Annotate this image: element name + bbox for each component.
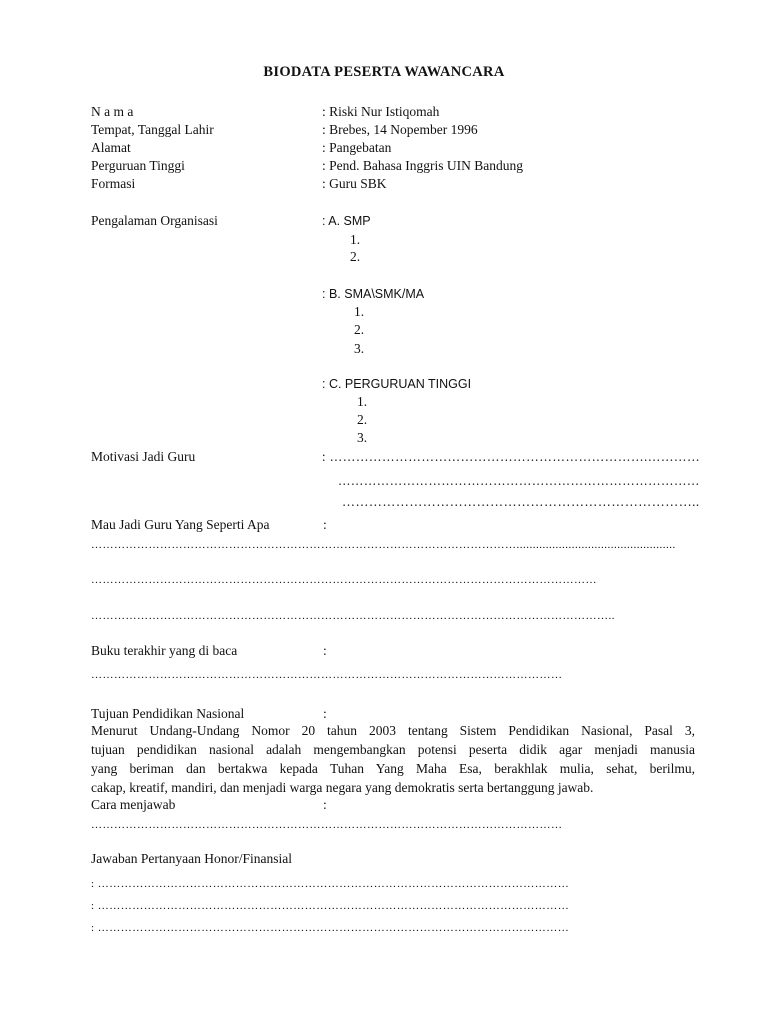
honor-answer-line: : …………………………………………………………………………………………………………… — [91, 900, 570, 912]
organisasi-label: Pengalaman Organisasi — [91, 213, 218, 228]
field-value-perguruan: : Pend. Bahasa Inggris UIN Bandung — [322, 158, 523, 173]
field-label-alamat: Alamat — [91, 140, 131, 155]
motivasi-label: Motivasi Jadi Guru — [91, 449, 196, 464]
list-item: 3. — [357, 430, 368, 445]
mau-jadi-label: Mau Jadi Guru Yang Seperti Apa — [91, 517, 270, 532]
list-item: 1. — [350, 232, 361, 247]
honor-answer-line: : …………………………………………………………………………………………………………… — [91, 922, 570, 934]
field-value-ttl: : Brebes, 14 Nopember 1996 — [322, 122, 478, 137]
organisasi-sma-heading: : B. SMA\SMK/MA — [322, 287, 425, 301]
motivasi-answer-line: ………………………………………………………………………… — [338, 473, 700, 488]
field-value-nama: : Riski Nur Istiqomah — [322, 104, 440, 119]
paragraph-line: yang beriman dan bertakwa kepada Tuhan Yang Maha Esa, berakhlak mulia, sehat, berilmu, — [91, 761, 695, 776]
honor-answer-line: : …………………………………………………………………………………………………………… — [91, 878, 570, 890]
paragraph-line: tujuan pendidikan nasional adalah mengembangkan potensi peserta didik agar menjadi manusia — [91, 742, 695, 757]
paragraph-line: cakap, kreatif, mandiri, dan menjadi warga negara yang demokratis serta bertanggung jawab. — [91, 780, 594, 795]
cara-menjawab-colon: : — [323, 797, 327, 812]
mau-jadi-colon: : — [323, 517, 327, 532]
list-item: 3. — [354, 341, 365, 356]
field-value-formasi: : Guru SBK — [322, 176, 387, 191]
tujuan-colon: : — [323, 706, 327, 721]
paragraph-line: Menurut Undang-Undang Nomor 20 tahun 2003 tentang Sistem Pendidikan Nasional, Pasal 3, — [91, 723, 695, 738]
mau-jadi-answer-line: …………………………………………………………………………………………………………………… — [91, 574, 597, 586]
organisasi-smp-heading: : A. SMP — [322, 214, 371, 228]
honor-label: Jawaban Pertanyaan Honor/Finansial — [91, 851, 292, 866]
field-label-ttl: Tempat, Tanggal Lahir — [91, 122, 214, 137]
field-label-formasi: Formasi — [91, 176, 136, 191]
cara-menjawab-answer-line: …………………………………………………………………………………………………………… — [91, 819, 563, 831]
tujuan-label: Tujuan Pendidikan Nasional — [91, 706, 245, 721]
motivasi-answer-line: …………………………………………………………………….. — [342, 494, 700, 509]
mau-jadi-answer-line: …………………………………………………………………………………………………................................................. — [91, 539, 676, 551]
buku-colon: : — [323, 643, 327, 658]
list-item: 2. — [354, 322, 365, 337]
list-item: 1. — [357, 394, 368, 409]
buku-answer-line: …………………………………………………………………………………………………………… — [91, 669, 563, 681]
organisasi-pt-heading: : C. PERGURUAN TINGGI — [322, 377, 472, 391]
list-item: 2. — [357, 412, 368, 427]
buku-label: Buku terakhir yang di baca — [91, 643, 238, 658]
mau-jadi-answer-line: ……………………………………………………………………………………………………………………….. — [91, 610, 615, 622]
list-item: 2. — [350, 249, 361, 264]
document-title: BIODATA PESERTA WAWANCARA — [263, 64, 505, 80]
field-label-nama: N a m a — [91, 104, 134, 119]
tujuan-paragraph — [91, 721, 695, 797]
motivasi-answer-line: : ……………………………………………………………….………… — [322, 449, 701, 464]
cara-menjawab-label: Cara menjawab — [91, 797, 176, 812]
field-label-perguruan: Perguruan Tinggi — [91, 158, 185, 173]
field-value-alamat: : Pangebatan — [322, 140, 392, 155]
list-item: 1. — [354, 304, 365, 319]
